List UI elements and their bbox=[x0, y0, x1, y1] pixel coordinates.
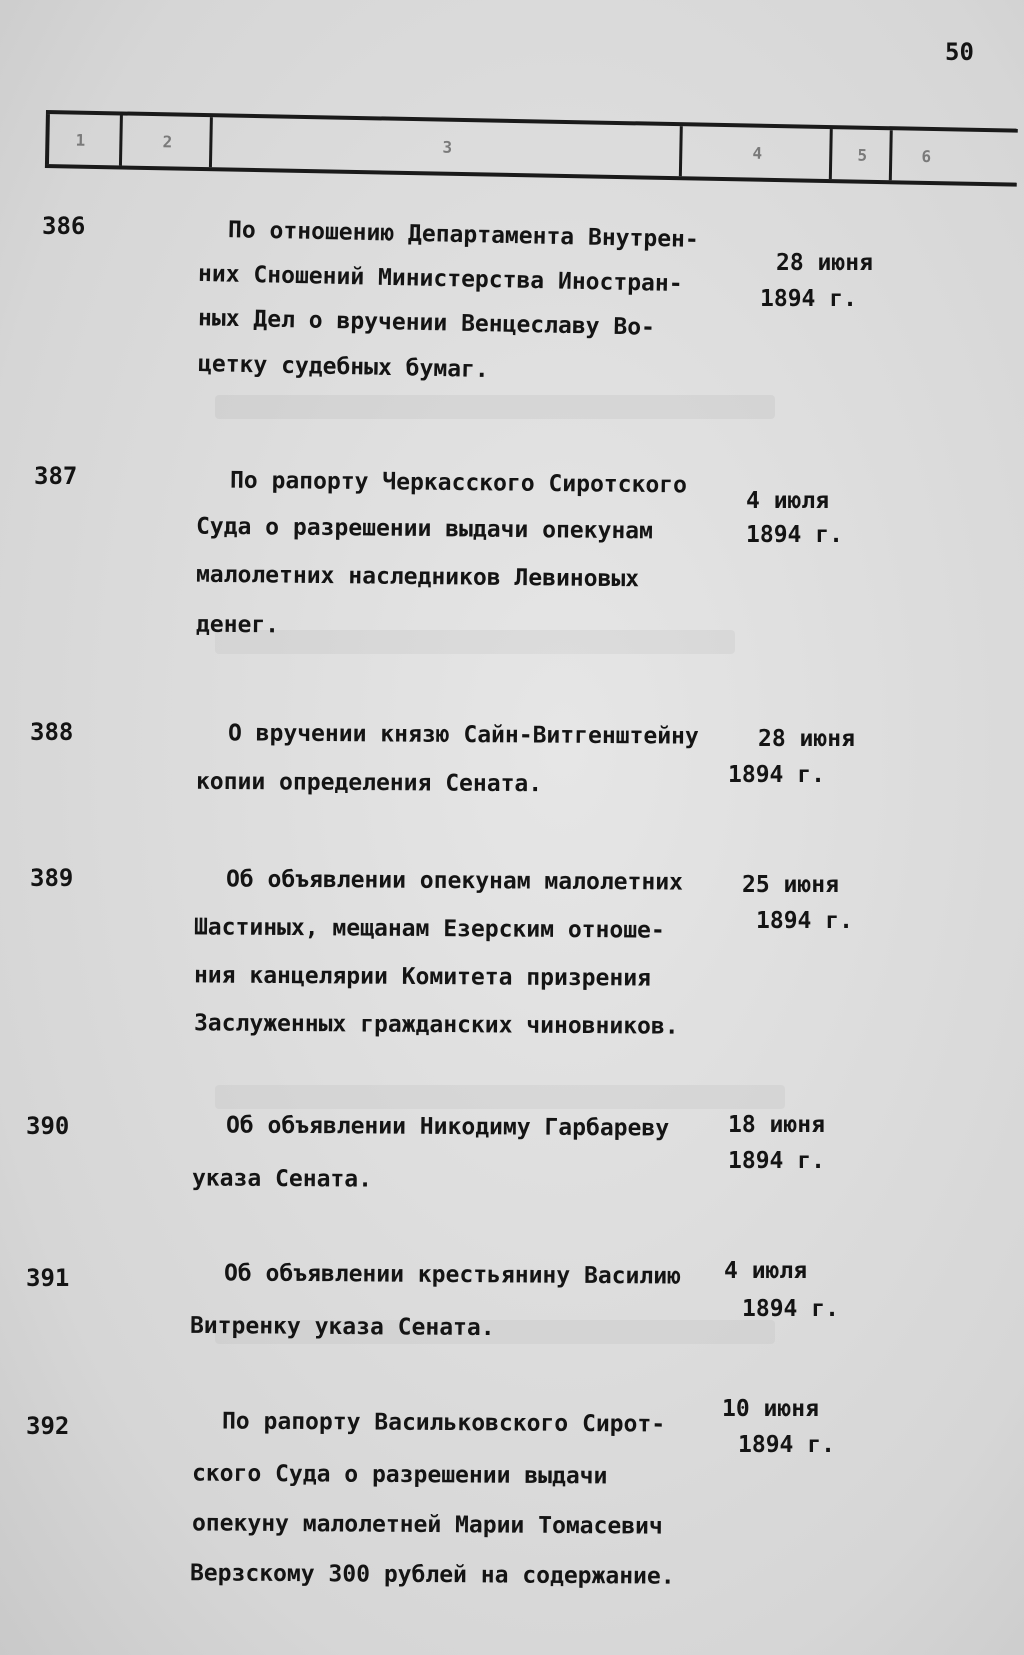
entry-text-line: ния канцелярии Комитета призрения bbox=[193, 962, 652, 992]
entry-text-line: денег. bbox=[195, 611, 280, 639]
column-header-2: 2 bbox=[119, 115, 213, 167]
entry-number: 387 bbox=[34, 462, 78, 490]
entry-text-line: них Сношений Министерства Иностран- bbox=[197, 260, 683, 298]
entry-date-year: 1894 г. bbox=[756, 908, 853, 934]
entry-text-line: ных Дел о вручении Венцеславу Во- bbox=[197, 305, 656, 341]
entry-text-line: О вручении князю Сайн-Витгенштейну bbox=[227, 720, 699, 750]
entry-date-day: 28 июня bbox=[758, 726, 855, 752]
bleed-through-mark bbox=[215, 395, 775, 419]
entry-text-line: Витренку указа Сената. bbox=[189, 1312, 495, 1342]
bleed-through-mark bbox=[215, 630, 735, 654]
entry-text-line: цетку судебных бумаг. bbox=[197, 350, 490, 384]
page-number: 50 bbox=[945, 38, 974, 66]
entry-date-day: 18 июня bbox=[728, 1112, 825, 1138]
column-header-row bbox=[45, 110, 1018, 187]
entry-text-line: ского Суда о разрешении выдачи bbox=[191, 1460, 608, 1490]
entry-number: 386 bbox=[42, 212, 86, 240]
entry-date-year: 1894 г. bbox=[746, 522, 843, 548]
entry-date-year: 1894 г. bbox=[728, 762, 825, 788]
entry-date-day: 28 июня bbox=[776, 250, 873, 276]
entry-text-line: Об объявлении Никодиму Гарбареву bbox=[225, 1112, 670, 1142]
entry-text-line: Шастиных, мещанам Езерским отноше- bbox=[193, 914, 665, 944]
entry-date-day: 25 июня bbox=[742, 872, 839, 898]
entry-text-line: Заслуженных гражданских чиновников. bbox=[193, 1010, 679, 1040]
entry-date-year: 1894 г. bbox=[760, 286, 857, 312]
entry-text-line: По рапорту Черкасского Сиротского bbox=[229, 467, 688, 499]
entry-date-day: 4 июля bbox=[746, 488, 830, 514]
column-header-3: 3 bbox=[209, 117, 683, 176]
entry-text-line: По рапорту Васильковского Сирот- bbox=[221, 1408, 666, 1438]
entry-text-line: Верзскому 300 рублей на содержание. bbox=[189, 1560, 675, 1590]
column-header-1: 1 bbox=[45, 114, 112, 165]
column-header-4: 4 bbox=[679, 126, 833, 179]
column-header-5: 5 bbox=[829, 129, 893, 180]
entry-date-year: 1894 г. bbox=[728, 1148, 825, 1174]
entry-number: 391 bbox=[26, 1264, 70, 1292]
entry-text-line: Об объявлении крестьянину Василию bbox=[223, 1260, 682, 1290]
bleed-through-mark bbox=[215, 1085, 785, 1109]
entry-number: 388 bbox=[30, 718, 74, 746]
entry-date-day: 4 июля bbox=[724, 1258, 808, 1284]
entry-text-line: Суда о разрешении выдачи опекунам bbox=[195, 513, 654, 545]
entry-number: 392 bbox=[26, 1412, 70, 1440]
entry-text-line: опекуну малолетней Марии Томасевич bbox=[191, 1510, 663, 1540]
entry-number: 389 bbox=[30, 864, 74, 892]
column-header-6: 6 bbox=[889, 130, 961, 181]
entry-text-line: копии определения Сената. bbox=[195, 768, 543, 798]
entry-date-year: 1894 г. bbox=[738, 1432, 835, 1458]
entry-text-line: указа Сената. bbox=[191, 1165, 373, 1193]
entry-text-line: По отношению Департамента Внутрен- bbox=[227, 217, 700, 253]
entry-text-line: Об объявлении опекунам малолетних bbox=[225, 866, 684, 896]
entry-number: 390 bbox=[26, 1112, 70, 1140]
entry-date-day: 10 июня bbox=[722, 1396, 819, 1422]
entry-text-line: малолетних наследников Левиновых bbox=[195, 561, 640, 593]
entry-date-year: 1894 г. bbox=[742, 1296, 839, 1322]
